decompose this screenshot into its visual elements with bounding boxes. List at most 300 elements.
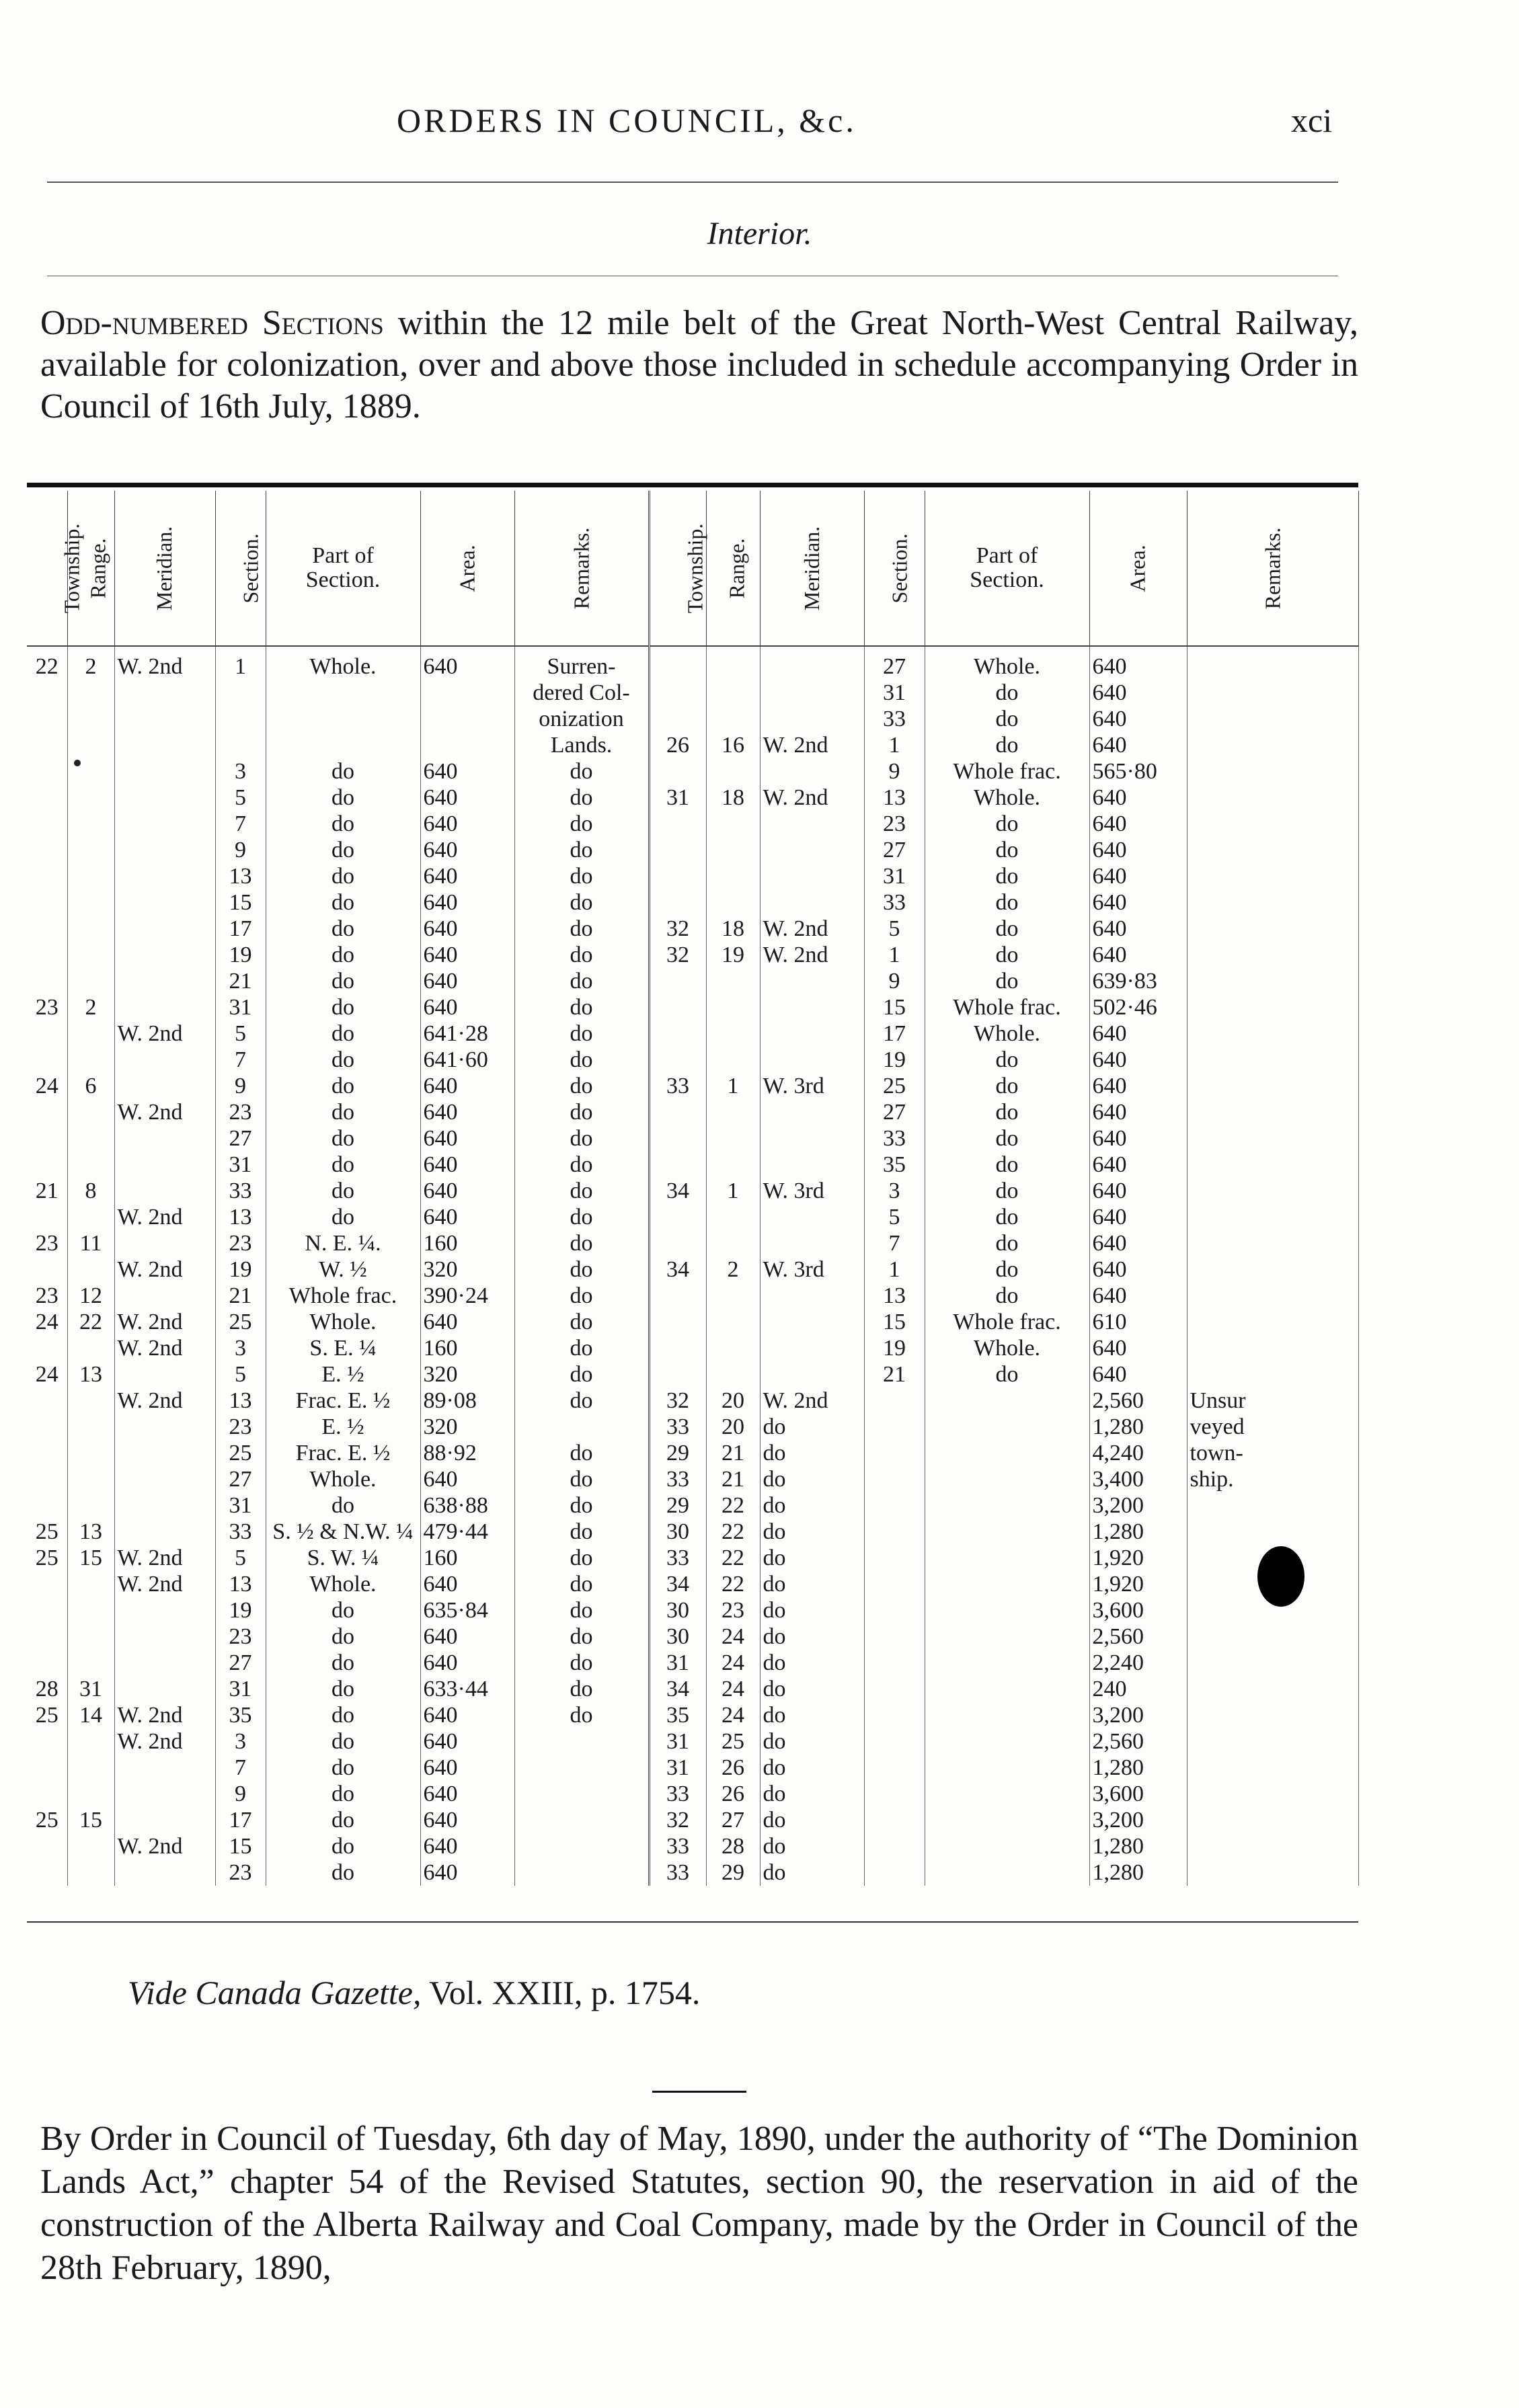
table-cell: do <box>760 1728 864 1755</box>
table-top-rule <box>27 483 1358 487</box>
table-cell: W. 2nd <box>114 1833 215 1859</box>
table-cell <box>1187 1728 1358 1755</box>
table-cell: 24 <box>27 1309 67 1335</box>
table-cell <box>925 1466 1089 1492</box>
table-cell <box>1187 1361 1358 1388</box>
table-cell: do <box>925 1283 1089 1309</box>
table-cell: 633·44 <box>420 1676 514 1702</box>
table-cell: Unsur <box>1187 1388 1358 1414</box>
table-cell <box>27 785 67 811</box>
table-cell <box>649 1283 706 1309</box>
table-cell: 3 <box>215 1728 266 1755</box>
table-cell: 33 <box>864 1125 925 1152</box>
table-cell: 5 <box>864 1204 925 1230</box>
table-cell <box>1187 1020 1358 1047</box>
table-cell <box>649 706 706 732</box>
table-cell: 23 <box>27 1283 67 1309</box>
table-cell: do <box>266 1597 420 1623</box>
table-cell <box>649 968 706 994</box>
table-cell <box>706 811 760 837</box>
table-row <box>27 1335 1358 1361</box>
table-cell: 19 <box>215 1597 266 1623</box>
table-cell: 610 <box>1089 1309 1187 1335</box>
table-cell <box>114 1466 215 1492</box>
table-cell <box>114 732 215 758</box>
table-cell <box>1187 863 1358 889</box>
table-cell: do <box>266 916 420 942</box>
table-cell: do <box>760 1519 864 1545</box>
table-row <box>27 1702 1358 1728</box>
table-cell: 22 <box>706 1519 760 1545</box>
table-cell <box>67 732 114 758</box>
table-cell: 19 <box>864 1047 925 1073</box>
table-cell: 640 <box>420 837 514 863</box>
table-cell: Frac. E. ½ <box>266 1440 420 1466</box>
table-cell <box>925 1545 1089 1571</box>
table-cell: 25 <box>215 1309 266 1335</box>
table-cell: 24 <box>706 1676 760 1702</box>
table-cell: 31 <box>67 1676 114 1702</box>
table-cell: do <box>925 889 1089 916</box>
table-cell <box>649 837 706 863</box>
table-cell: 23 <box>215 1859 266 1886</box>
table-cell <box>706 1230 760 1256</box>
header-rule <box>47 182 1338 183</box>
vide-rest: Vol. XXIII, p. 1754. <box>421 1974 701 2011</box>
table-cell: S. E. ¼ <box>266 1335 420 1361</box>
table-cell <box>760 1020 864 1047</box>
table-cell: 640 <box>420 1623 514 1650</box>
column-header-label: Section. <box>886 533 911 603</box>
table-cell: 320 <box>420 1414 514 1440</box>
table-cell: 15 <box>67 1545 114 1571</box>
table-cell <box>706 863 760 889</box>
table-row <box>27 1388 1358 1414</box>
table-cell: do <box>925 1125 1089 1152</box>
table-cell: 29 <box>706 1859 760 1886</box>
table-cell <box>114 785 215 811</box>
table-cell: 27 <box>864 646 925 680</box>
table-cell <box>114 994 215 1020</box>
table-cell: Whole frac. <box>266 1283 420 1309</box>
table-cell <box>760 811 864 837</box>
table-cell: 33 <box>649 1466 706 1492</box>
table-cell: Whole. <box>266 1571 420 1597</box>
table-row <box>27 942 1358 968</box>
table-cell: 640 <box>1089 1152 1187 1178</box>
table-cell: 5 <box>864 916 925 942</box>
table-cell: W. 2nd <box>114 1099 215 1125</box>
table-cell <box>67 916 114 942</box>
table-cell <box>67 1020 114 1047</box>
table-cell: do <box>514 1204 649 1230</box>
column-header <box>760 491 864 646</box>
table-cell <box>67 837 114 863</box>
table-row <box>27 1099 1358 1125</box>
table-cell: 3,600 <box>1089 1597 1187 1623</box>
table-cell <box>1187 1152 1358 1178</box>
table-cell: 640 <box>420 1466 514 1492</box>
table-cell: do <box>925 942 1089 968</box>
table-row <box>27 1414 1358 1440</box>
table-cell <box>706 1099 760 1125</box>
table-cell: do <box>925 968 1089 994</box>
table-cell: 18 <box>706 916 760 942</box>
table-cell: do <box>925 1047 1089 1073</box>
table-cell <box>114 1807 215 1833</box>
table-cell <box>215 732 266 758</box>
table-cell <box>67 706 114 732</box>
table-cell <box>864 1859 925 1886</box>
column-header <box>114 491 215 646</box>
table-row <box>27 1597 1358 1623</box>
table-cell <box>215 706 266 732</box>
table-cell <box>114 758 215 785</box>
table-cell <box>925 1702 1089 1728</box>
table-cell <box>1187 1833 1358 1859</box>
table-cell: do <box>760 1571 864 1597</box>
table-cell: do <box>266 1833 420 1859</box>
table-cell: veyed <box>1187 1414 1358 1440</box>
table-cell: do <box>514 1388 649 1414</box>
ink-dot <box>74 760 81 766</box>
table-cell: 2 <box>706 1256 760 1283</box>
table-cell <box>1187 1519 1358 1545</box>
table-cell <box>1187 1859 1358 1886</box>
table-cell: 13 <box>864 785 925 811</box>
table-cell: do <box>266 1152 420 1178</box>
table-cell <box>760 706 864 732</box>
table-cell: 3,600 <box>1089 1781 1187 1807</box>
table-cell: 320 <box>420 1361 514 1388</box>
table-cell <box>27 1859 67 1886</box>
table-cell: 13 <box>215 1388 266 1414</box>
table-cell: do <box>925 1099 1089 1125</box>
table-cell <box>925 1519 1089 1545</box>
table-cell: do <box>514 1230 649 1256</box>
table-cell: 1,280 <box>1089 1755 1187 1781</box>
column-header-label: Range. <box>724 538 748 598</box>
table-cell: do <box>266 1859 420 1886</box>
table-cell: W. 2nd <box>760 1388 864 1414</box>
table-cell: 29 <box>649 1492 706 1519</box>
table-cell <box>1187 916 1358 942</box>
table-cell <box>706 1335 760 1361</box>
table-cell: 640 <box>1089 1283 1187 1309</box>
table-cell: do <box>514 1178 649 1204</box>
table-cell: do <box>925 811 1089 837</box>
table-cell: 1,280 <box>1089 1859 1187 1886</box>
table-cell <box>67 1440 114 1466</box>
table-cell <box>864 1755 925 1781</box>
table-cell <box>67 785 114 811</box>
table-cell <box>27 1755 67 1781</box>
table-cell: 31 <box>215 994 266 1020</box>
column-header-label: Meridian. <box>799 526 824 610</box>
table-cell: do <box>925 863 1089 889</box>
table-cell <box>864 1702 925 1728</box>
table-cell: 23 <box>706 1597 760 1623</box>
table-cell: 2 <box>67 994 114 1020</box>
table-cell: do <box>925 916 1089 942</box>
table-cell <box>114 1519 215 1545</box>
table-cell: 1,280 <box>1089 1833 1187 1859</box>
table-cell <box>1187 1309 1358 1335</box>
table-cell: do <box>514 916 649 942</box>
table-cell: 7 <box>864 1230 925 1256</box>
table-cell: 9 <box>215 1781 266 1807</box>
table-cell <box>1187 1755 1358 1781</box>
table-cell: 32 <box>649 1388 706 1414</box>
table-cell: 160 <box>420 1545 514 1571</box>
table-cell <box>1187 1256 1358 1283</box>
table-cell: do <box>760 1545 864 1571</box>
table-cell <box>760 758 864 785</box>
table-cell <box>649 1047 706 1073</box>
table-cell <box>114 1755 215 1781</box>
table-cell <box>649 1361 706 1388</box>
table-cell: 320 <box>420 1256 514 1283</box>
table-cell <box>27 837 67 863</box>
table-cell: 640 <box>420 1073 514 1099</box>
table-cell: do <box>514 1676 649 1702</box>
table-cell <box>67 1859 114 1886</box>
table-cell <box>864 1676 925 1702</box>
table-cell: 640 <box>1089 1230 1187 1256</box>
table-cell <box>514 1781 649 1807</box>
table-cell: 638·88 <box>420 1492 514 1519</box>
table-cell: 22 <box>706 1545 760 1571</box>
table-cell: 640 <box>420 968 514 994</box>
column-header-label: Township. <box>682 523 707 613</box>
table-cell: 640 <box>420 916 514 942</box>
table-cell: 26 <box>649 732 706 758</box>
short-divider <box>652 2091 746 2093</box>
table-cell: W. 2nd <box>760 732 864 758</box>
table-cell: 20 <box>706 1388 760 1414</box>
table-cell: 640 <box>420 1650 514 1676</box>
table-cell: do <box>266 863 420 889</box>
table-cell <box>114 1073 215 1099</box>
table-row <box>27 1020 1358 1047</box>
table-cell <box>649 1125 706 1152</box>
table-cell: 640 <box>420 942 514 968</box>
order-paragraph: By Order in Council of Tuesday, 6th day of May, 1890, under the authority of “The Dominion Lands Act,” chapter 54 of the Revised Statutes, section 90, the reservation in aid of the construction of the Alberta Railway and Coal Company, made by the Order in Council of the 28th February, 1890, <box>40 2120 1358 2287</box>
table-cell: N. E. ¼. <box>266 1230 420 1256</box>
table-cell: 28 <box>706 1833 760 1859</box>
table-cell: 3 <box>215 758 266 785</box>
table-cell: W. 2nd <box>114 646 215 680</box>
table-cell: do <box>925 837 1089 863</box>
table-cell <box>706 1309 760 1335</box>
table-cell <box>27 732 67 758</box>
table-cell <box>649 680 706 706</box>
table-cell <box>864 1466 925 1492</box>
table-cell: W. 2nd <box>114 1388 215 1414</box>
table-cell <box>27 1781 67 1807</box>
column-header-label: Meridian. <box>152 526 177 610</box>
table-cell <box>114 968 215 994</box>
table-cell: 25 <box>27 1519 67 1545</box>
table-cell <box>27 1099 67 1125</box>
table-cell: do <box>266 1073 420 1099</box>
table-cell <box>649 1099 706 1125</box>
table-cell: 13 <box>215 1204 266 1230</box>
table-cell <box>864 1388 925 1414</box>
table-cell: 640 <box>1089 1099 1187 1125</box>
table-cell: 33 <box>649 1073 706 1099</box>
table-cell: 19 <box>864 1335 925 1361</box>
table-cell: do <box>514 1152 649 1178</box>
table-cell: 21 <box>706 1466 760 1492</box>
table-cell: do <box>266 1125 420 1152</box>
table-cell: 35 <box>215 1702 266 1728</box>
table-cell: Whole. <box>925 785 1089 811</box>
table-cell <box>1187 942 1358 968</box>
table-cell: do <box>514 1125 649 1152</box>
table-cell <box>27 706 67 732</box>
table-cell: 7 <box>215 1047 266 1073</box>
table-cell: 9 <box>215 837 266 863</box>
table-cell: 27 <box>215 1466 266 1492</box>
table-cell: 3,200 <box>1089 1807 1187 1833</box>
table-cell: 31 <box>215 1152 266 1178</box>
table-cell: do <box>266 811 420 837</box>
table-cell <box>925 1440 1089 1466</box>
table-cell <box>27 758 67 785</box>
table-cell: 11 <box>67 1230 114 1256</box>
table-cell <box>27 942 67 968</box>
table-cell: 640 <box>420 1152 514 1178</box>
table-cell <box>114 1781 215 1807</box>
table-cell <box>864 1492 925 1519</box>
table-row <box>27 1623 1358 1650</box>
table-cell: do <box>760 1597 864 1623</box>
table-cell <box>760 1047 864 1073</box>
column-header <box>925 491 1089 646</box>
table-row <box>27 1361 1358 1388</box>
table-cell <box>760 889 864 916</box>
table-cell: W. 3rd <box>760 1178 864 1204</box>
table-cell: 5 <box>215 785 266 811</box>
table-row <box>27 968 1358 994</box>
table-cell <box>649 863 706 889</box>
table-cell <box>1187 758 1358 785</box>
table-cell <box>760 1125 864 1152</box>
table-cell: 29 <box>649 1440 706 1466</box>
table-cell <box>864 1623 925 1650</box>
table-cell: 17 <box>215 1807 266 1833</box>
table-cell: do <box>266 1178 420 1204</box>
table-cell <box>925 1781 1089 1807</box>
table-cell: do <box>266 1781 420 1807</box>
table-cell: 15 <box>67 1807 114 1833</box>
table-cell: dered Col- <box>514 680 649 706</box>
table-row <box>27 758 1358 785</box>
table-cell <box>114 1125 215 1152</box>
table-cell <box>514 1807 649 1833</box>
table-row <box>27 646 1358 680</box>
table-cell: 25 <box>27 1702 67 1728</box>
table-row <box>27 889 1358 916</box>
table-cell <box>760 646 864 680</box>
table-cell: 1 <box>706 1178 760 1204</box>
table-cell: 32 <box>649 942 706 968</box>
table-cell: W. 2nd <box>114 1571 215 1597</box>
table-cell: ship. <box>1187 1466 1358 1492</box>
table-cell <box>27 1125 67 1152</box>
table-cell <box>114 1440 215 1466</box>
table-cell: 1,280 <box>1089 1519 1187 1545</box>
table-cell: 33 <box>649 1859 706 1886</box>
column-header-label: Remarks. <box>569 527 593 609</box>
table-cell: 640 <box>420 646 514 680</box>
table-cell <box>925 1807 1089 1833</box>
vide-citation <box>128 1973 700 2012</box>
table-cell <box>67 1650 114 1676</box>
table-cell <box>864 1571 925 1597</box>
table-cell: do <box>266 1047 420 1073</box>
table-cell: W. ½ <box>266 1256 420 1283</box>
table-row <box>27 1309 1358 1335</box>
table-cell <box>114 1230 215 1256</box>
table-cell: 15 <box>864 994 925 1020</box>
table-cell <box>649 1335 706 1361</box>
table-cell <box>114 1597 215 1623</box>
table-cell: Whole frac. <box>925 758 1089 785</box>
table-row <box>27 1571 1358 1597</box>
table-cell <box>649 646 706 680</box>
table-cell: Whole. <box>925 646 1089 680</box>
table-cell <box>649 1204 706 1230</box>
column-header <box>649 491 706 646</box>
table-cell <box>760 1230 864 1256</box>
table-row <box>27 1047 1358 1073</box>
table-cell: do <box>514 1361 649 1388</box>
table-cell: 640 <box>1089 1125 1187 1152</box>
table-cell: 31 <box>215 1492 266 1519</box>
table-cell <box>67 811 114 837</box>
table-cell: 17 <box>864 1020 925 1047</box>
table-cell <box>1187 889 1358 916</box>
table-cell <box>114 1047 215 1073</box>
table-cell <box>67 1335 114 1361</box>
table-cell: 24 <box>706 1702 760 1728</box>
table-cell: 640 <box>1089 646 1187 680</box>
table-cell <box>1187 1230 1358 1256</box>
table-cell <box>925 1755 1089 1781</box>
table-cell: 640 <box>420 1807 514 1833</box>
table-cell: 3,200 <box>1089 1492 1187 1519</box>
table-cell <box>706 706 760 732</box>
table-cell: do <box>266 889 420 916</box>
column-header-label: Remarks. <box>1260 527 1284 609</box>
table-cell: 2,560 <box>1089 1623 1187 1650</box>
table-cell: 640 <box>420 811 514 837</box>
table-cell: do <box>266 968 420 994</box>
table-cell: 640 <box>1089 811 1187 837</box>
table-cell <box>1187 1676 1358 1702</box>
table-cell <box>864 1781 925 1807</box>
table-cell: do <box>514 1335 649 1361</box>
table-row <box>27 706 1358 732</box>
table-cell <box>27 1833 67 1859</box>
table-cell: 640 <box>420 1781 514 1807</box>
table-cell: 89·08 <box>420 1388 514 1414</box>
table-cell: W. 2nd <box>760 785 864 811</box>
table-cell: do <box>760 1781 864 1807</box>
table-cell: do <box>514 1256 649 1283</box>
